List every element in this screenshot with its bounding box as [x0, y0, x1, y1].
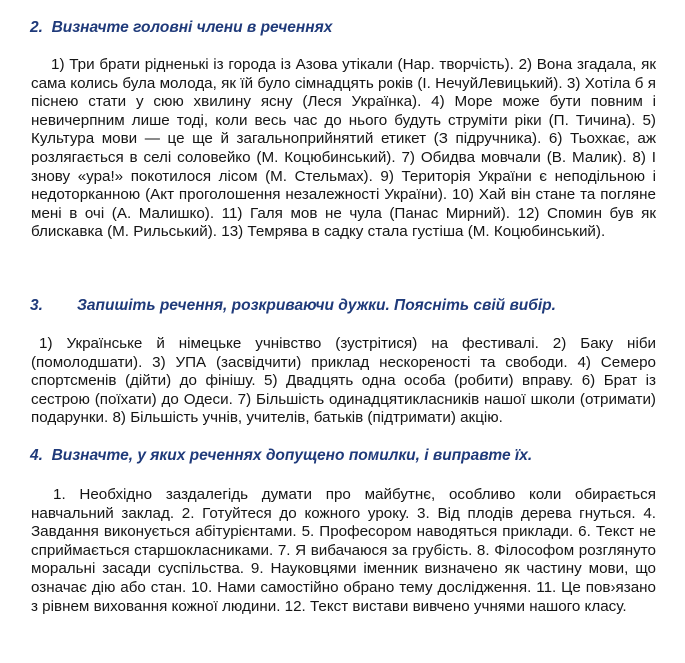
section-3-number: 3. [30, 297, 43, 314]
section-3-title: Запишіть речення, розкриваючи дужки. Поясніть свій вибір. [76, 297, 556, 314]
section-4-title: Визначте, у яких реченнях допущено помилки, і виправте їх. [51, 447, 533, 464]
section-4-body: 1. Необхідно заздалегідь думати про майбутнє, особливо коли обирається навчальний заклад. 2. Готуйтеся до кожного уроку. 3. Від плодів дерева гнуться. 4. Завдання виконується абітурієнтами. 5. Професором наводяться приклади. 6. Текст не сприймається старшокласниками. 7. Я вибачаюся за грубість. 8. Філософом розглянуто моральні засади суспільства. 9. Науковцями іменник визначено як частину мови, що означає дію або стан. 10. Нами самостійно обрано тему дослідження. 11. Це пов›язано з рівнем виховання кожної людини. 12. Текст вистави вивчено учнями нашого класу. [31, 486, 656, 615]
section-2-heading [30, 18, 332, 37]
section-4-number: 4. [30, 447, 43, 464]
section-2-number: 2. [30, 19, 43, 36]
section-3-heading [30, 296, 556, 315]
section-2-body: 1) Три брати рідненькі із города із Азова утікали (Нар. творчість). 2) Вона згадала, як сама колись була молода, як їй було сімнадцять років (І. НечуйЛевицький). 3) Хотіла б я піснею стати у сюю хвилину ясну (Леся Українка). 4) Море може бути повним і невичерпним лише тоді, коли весь час до нього будуть струміти ріки (П. Тичина). 5) Культура мови — це ще й загальноприйнятий етикет (З підручника). 6) Тьохкає, аж розлягається в селі соловейко (М. Коцюбинський). 7) Обидва мовчали (В. Малик). 8) І знову «ура!» покотилося лісом (М. Стельмах). 9) Територія України є неподільною і недоторканною (Акт проголошення незалежності України). 10) Хай він стане та погляне мені в очі (А. Малишко). 11) Галя мов не чула (Панас Мирний). 12) Спомин був як блискавка (М. Рильський). 13) Темрява в садку стала густіша (М. Коцюбинський). [31, 56, 656, 241]
section-3-body: 1) Українське й німецьке учнівство (зустрітися) на фестивалі. 2) Баку ніби (помолодшати). 3) УПА (засвідчити) приклад нескореності та свободи. 4) Семеро спортсменів (дійти) до фінішу. 5) Двадцять одна особа (робити) вправу. 6) Брат із сестрою (поїхати) до Одеси. 7) Більшість одинадцятикласників нашої школи (отримати) подарунки. 8) Більшість учнів, учителів, батьків (підтримати) акцію. [31, 335, 656, 427]
section-4-heading [30, 446, 532, 465]
section-2-title: Визначте головні члени в реченнях [51, 19, 333, 36]
